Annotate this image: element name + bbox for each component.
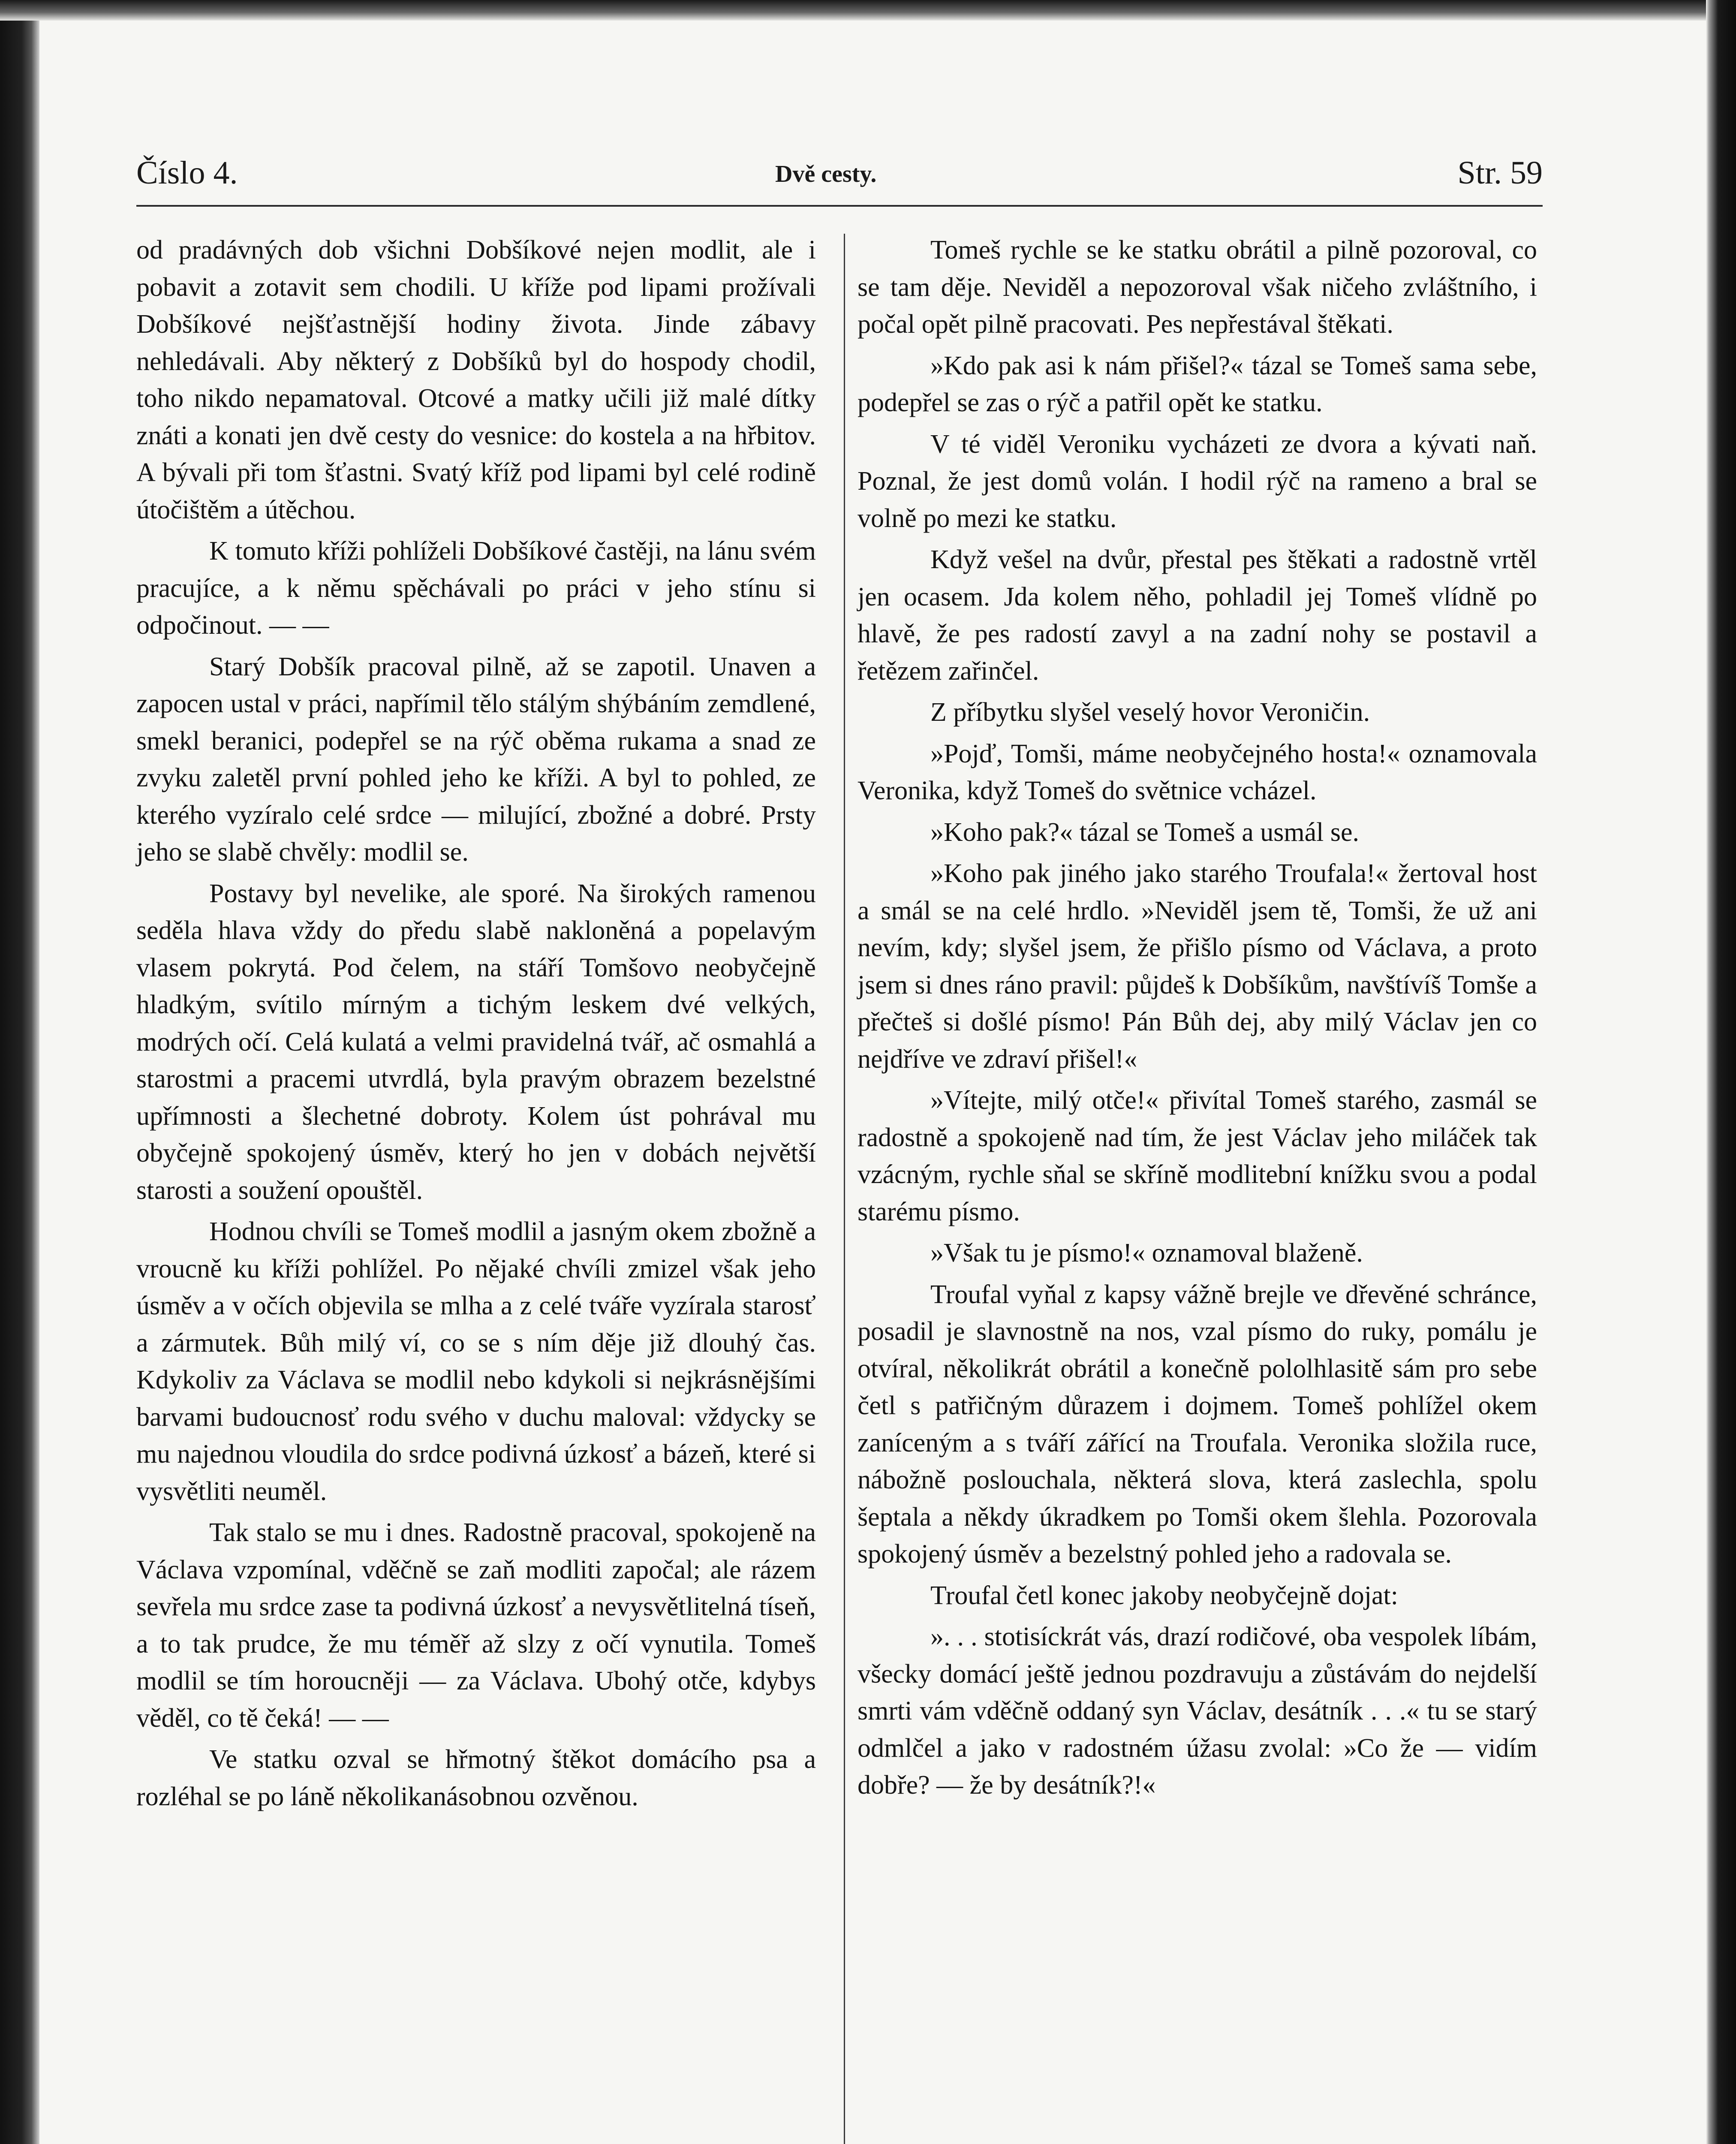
paragraph: »Koho pak jiného jako starého Troufala!« žertoval host a smál se na celé hrdlo. »Neviděl jsem tě, Tomši, že už ani nevím, kdy; slyšel jsem, že přišlo písmo od Václava, a proto jsem si dnes ráno pravil: půjdeš k Dobšíkům, navštívíš Tomše a přečteš si došlé písmo! Pán Bůh dej, aby milý Václav jen co nejdříve ve zdraví přišel!« <box>857 859 1537 1074</box>
running-title: Dvě cesty. <box>775 161 877 187</box>
column-divider <box>844 234 845 2144</box>
paragraph: V té viděl Veroniku vycházeti ze dvora a kývati naň. Poznal, že jest domů volán. I hodil rýč na rameno a bral se volně po mezi ke statku. <box>857 429 1537 533</box>
paragraph: Z příbytku slyšel veselý hovor Veroničin. <box>930 698 1370 727</box>
paragraph: Troufal četl konec jakoby neobyčejně dojat: <box>930 1581 1398 1610</box>
paragraph: ». . . stotisíckrát vás, drazí rodičové, oba vespolek líbám, všecky domácí ještě jednou pozdravuju a zůstávám do nejdelší smrti vám vděčně oddaný syn Václav, desátník . . .« tu se starý odmlčel a jako v radostném úžasu zvolal: »Co že — vidím dobře? — že by desátník?!« <box>857 1622 1537 1800</box>
paragraph: Hodnou chvíli se Tomeš modlil a jasným okem zbožně a vroucně ku kříži pohlížel. Po nějaké chvíli zmizel však jeho úsměv a v očích objevila se mlha a z celé tváře vyzírala starosť a zármutek. Bůh milý ví, co se s ním děje již dlouhý čas. Kdykoliv za Václava se modlil nebo kdykoli si nejkrásnějšími barvami budoucnosť rodu svého v duchu maloval: vždycky se mu najednou vloudila do srdce podivná úzkosť a bázeň, které si vysvětliti neuměl. <box>136 1217 816 1506</box>
paragraph: »Pojď, Tomši, máme neobyčejného hosta!« oznamovala Veronika, když Tomeš do světnice vcházel. <box>857 739 1537 805</box>
paragraph: Starý Dobšík pracoval pilně, až se zapotil. Unaven a zapocen ustal v práci, napřímil tělo stálým shýbáním zemdlené, smekl beranici, podepřel se na rýč oběma rukama a snad ze zvyku zaletěl první pohled jeho ke kříži. A byl to pohled, ze kterého vyzíralo celé srdce — milující, zbožné a dobré. Prsty jeho se slabě chvěly: modlil se. <box>136 652 816 867</box>
header-rule <box>136 205 1543 207</box>
paragraph: Ve statku ozval se hřmotný štěkot domácího psa a rozléhal se po láně několikanásobnou ozvěnou. <box>136 1745 816 1811</box>
paragraph: od pradávných dob všichni Dobšíkové nejen modlit, ale i pobavit a zotavit sem chodili. U kříže pod lipami prožívali Dobšíkové nejšťastnější hodiny života. Jinde zábavy nehledávali. Aby některý z Dobšíků byl do hospody chodil, toho nikdo nepamatoval. Otcové a matky učili již malé dítky znáti a konati jen dvě cesty do vesnice: do kostela a na hřbitov. A bývali při tom šťastni. Svatý kříž pod lipami byl celé rodině útočištěm a útěchou. <box>136 235 816 524</box>
right-column <box>857 232 1537 1808</box>
paragraph: Troufal vyňal z kapsy vážně brejle ve dřevěné schránce, posadil je slavnostně na nos, vzal písmo do ruky, pomálu je otvíral, několikrát obrátil a konečně pololhlasitě sám pro sebe četl s patřičným důrazem i dojmem. Tomeš pohlížel okem zaníceným a s tváří zářící na Troufala. Veronika složila ruce, nábožně poslouchala, některá slova, která zaslechla, spolu šeptala a někdy úkradkem po Tomši okem šlehla. Pozorovala spokojený úsměv a bezelstný pohled jeho a radovala se. <box>857 1280 1537 1569</box>
paragraph: »Koho pak?« tázal se Tomeš a usmál se. <box>930 817 1360 847</box>
scan-edge-top <box>0 0 1736 21</box>
running-header <box>136 154 1543 206</box>
scan-edge-left <box>0 0 39 2144</box>
scan-edge-right <box>1706 0 1736 2144</box>
paragraph: »Vítejte, milý otče!« přivítal Tomeš starého, zasmál se radostně a spokojeně nad tím, že jest Václav jeho miláček tak vzácným, rychle sňal se skříně modlitební knížku svou a podal starému písmo. <box>857 1086 1537 1226</box>
page-number: Str. 59 <box>1457 155 1543 191</box>
paragraph: Když vešel na dvůr, přestal pes štěkati a radostně vrtěl jen ocasem. Jda kolem něho, pohladil jej Tomeš vlídně po hlavě, že pes radostí zavyl a na zadní nohy se postavil a řetězem zařinčel. <box>857 545 1537 686</box>
issue-number: Číslo 4. <box>136 155 238 191</box>
paragraph: Tomeš rychle se ke statku obrátil a pilně pozoroval, co se tam děje. Neviděl a nepozoroval však ničeho zvláštního, i počal opět pilně pracovati. Pes nepřestával štěkati. <box>857 235 1537 339</box>
paragraph: Tak stalo se mu i dnes. Radostně pracoval, spokojeně na Václava vzpomínal, vděčně se zaň modliti započal; ale rázem sevřela mu srdce zase ta podivná úzkosť a nevysvětlitelná tíseň, a to tak prudce, že mu téměř až slzy z očí vynutila. Tomeš modlil se tím horoucněji — za Václava. Ubohý otče, kdybys věděl, co tě čeká! — — <box>136 1518 816 1733</box>
left-column <box>136 232 816 1819</box>
paragraph: K tomuto kříži pohlíželi Dobšíkové častěji, na lánu svém pracujíce, a k němu spěchávali po práci v jeho stínu si odpočinout. — — <box>136 536 816 640</box>
paragraph: Postavy byl nevelike, ale sporé. Na širokých ramenou seděla hlava vždy do předu slabě nakloněná a popelavým vlasem pokrytá. Pod čelem, na stáří Tomšovo neobyčejně hladkým, svítilo mírným a tichým leskem dvé velkých, modrých očí. Celá kulatá a velmi pravidelná tvář, ač osmahlá a starostmi a pracemi utvrdlá, byla pravým obrazem bezelstné upřímnosti a šlechetné dobroty. Kolem úst pohrával mu obyčejně spokojený úsměv, který ho jen v dobách největší starosti a soužení opouštěl. <box>136 879 816 1205</box>
paragraph: »Však tu je písmo!« oznamoval blaženě. <box>930 1238 1363 1268</box>
paragraph: »Kdo pak asi k nám přišel?« tázal se Tomeš sama sebe, podepřel se zas o rýč a patřil opět ke statku. <box>857 351 1537 417</box>
